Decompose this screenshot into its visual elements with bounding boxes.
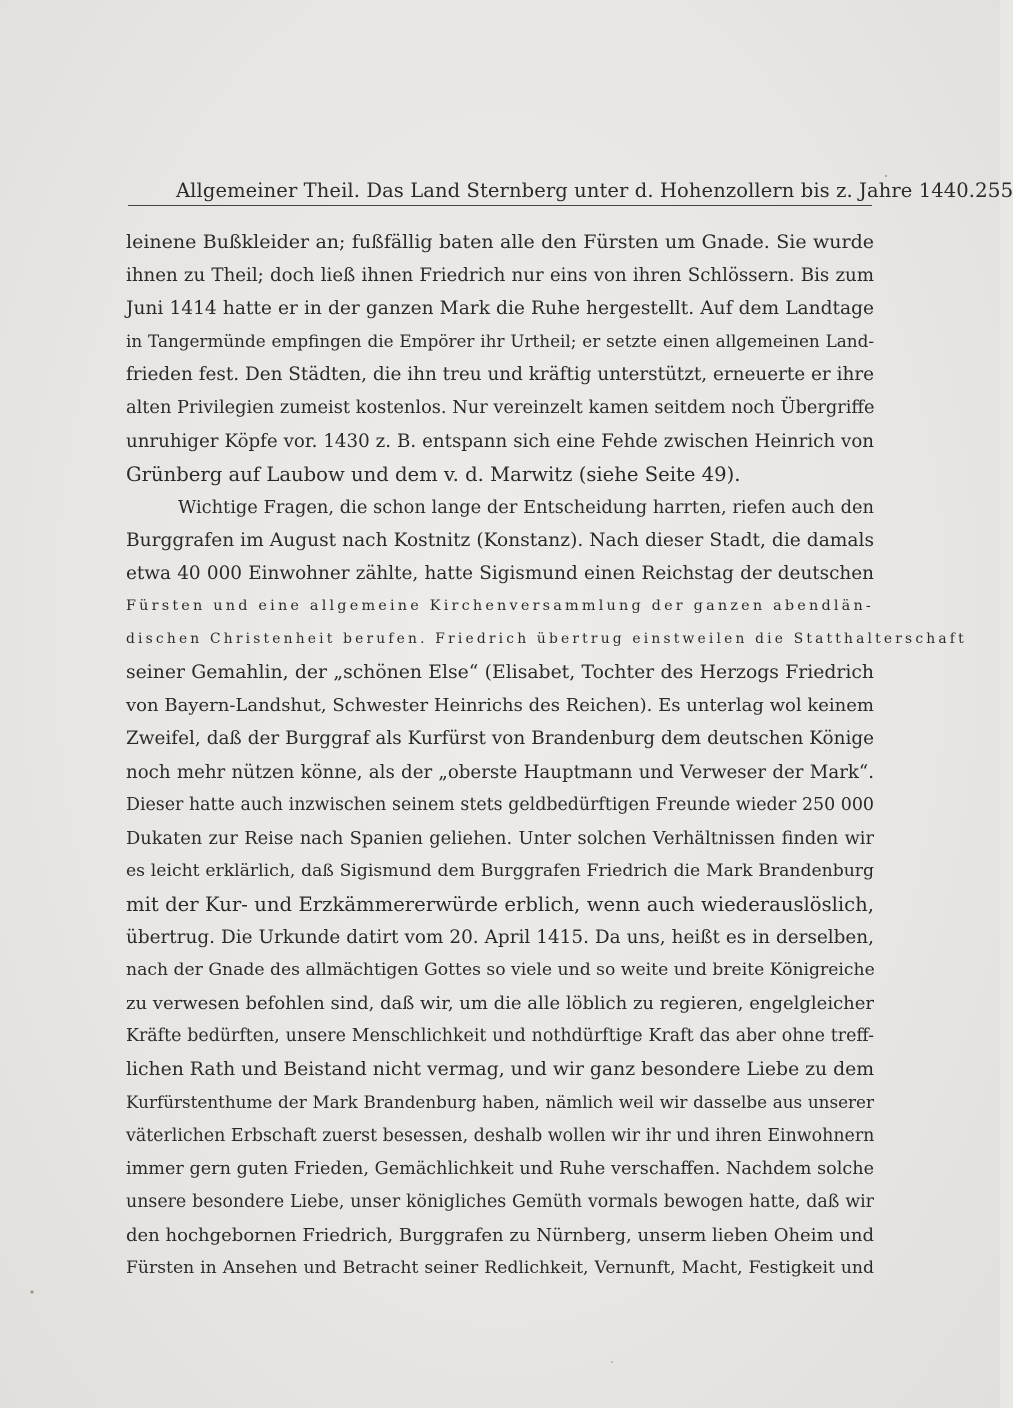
- text-line: dischen Christenheit berufen. Friedrich übertrug einstweilen die Statthalterschaft: [126, 631, 967, 648]
- text-line: Wichtige Fragen, die schon lange der Entscheidung harrten, riefen auch den: [178, 496, 874, 518]
- text-line: immer gern guten Frieden, Gemächlichkeit und Ruhe verschaffen. Nachdem solche: [126, 1158, 874, 1179]
- text-line: Burggrafen im August nach Kostnitz (Konstanz). Nach dieser Stadt, die damals: [126, 529, 874, 551]
- body-text: [126, 226, 967, 1285]
- text-line: Fürsten und eine allgemeine Kirchenversammlung der ganzen abendlän-: [126, 598, 874, 615]
- text-line: Zweifel, daß der Burggraf als Kurfürst von Brandenburg dem deutschen Könige: [126, 728, 874, 750]
- text-line: den hochgebornen Friedrich, Burggrafen zu Nürnberg, unserm lieben Oheim und: [126, 1224, 874, 1246]
- text-line: ihnen zu Theil; doch ließ ihnen Friedrich nur eins von ihren Schlössern. Bis zum: [126, 265, 874, 287]
- running-head: [128, 172, 1013, 206]
- text-line: alten Privilegien zumeist kostenlos. Nur vereinzelt kamen seitdem noch Übergriffe: [126, 397, 875, 419]
- text-line: etwa 40 000 Einwohner zählte, hatte Sigismund einen Reichstag der deutschen: [126, 562, 874, 584]
- text-line: Fürsten in Ansehen und Betracht seiner Redlichkeit, Vernunft, Macht, Festigkeit und: [126, 1257, 874, 1278]
- text-line: leinene Bußkleider an; fußfällig baten alle den Fürsten um Gnade. Sie wurde: [126, 231, 874, 253]
- text-line: in Tangermünde empfingen die Empörer ihr Urtheil; er setzte einen allgemeinen Land-: [126, 331, 874, 352]
- paper-speck: [885, 175, 887, 177]
- text-line: Kräfte bedürften, unsere Menschlichkeit und nothdürftige Kraft das aber ohne treff-: [126, 1026, 874, 1047]
- text-line: Dieser hatte auch inzwischen seinem stets geldbedürftigen Freunde wieder 250 000: [126, 794, 874, 815]
- paper-speck: [30, 1290, 33, 1293]
- text-line: zu verwesen befohlen sind, daß wir, um die alle löblich zu regieren, engelgleicher: [126, 993, 875, 1015]
- text-line: nach der Gnade des allmächtigen Gottes so viele und so weite und breite Königreiche: [126, 960, 875, 981]
- text-line: frieden fest. Den Städten, die ihn treu und kräftig unterstützt, erneuerte er ihre: [126, 364, 874, 386]
- text-line: Juni 1414 hatte er in der ganzen Mark die Ruhe hergestellt. Auf dem Landtage: [126, 298, 874, 320]
- text-line: übertrug. Die Urkunde datirt vom 20. April 1415. Da uns, heißt es in derselben,: [126, 926, 874, 948]
- text-line: Grünberg auf Laubow und dem v. d. Marwitz (siehe Seite 49).: [126, 462, 741, 486]
- text-line: väterlichen Erbschaft zuerst besessen, deshalb wollen wir ihr und ihren Einwohnern: [126, 1125, 875, 1146]
- running-head-title: Allgemeiner Theil. Das Land Sternberg unter d. Hohenzollern bis z. Jahre 1440.: [176, 179, 976, 202]
- text-line: mit der Kur- und Erzkämmererwürde erblich, wenn auch wiederauslöslich,: [126, 892, 874, 916]
- text-line: von Bayern-Landshut, Schwester Heinrichs des Reichen). Es unterlag wol keinem: [126, 695, 874, 717]
- paper-speck: [611, 1361, 613, 1363]
- text-line: noch mehr nützen könne, als der „oberste Hauptmann und Verweser der Mark“.: [126, 761, 874, 783]
- text-line: lichen Rath und Beistand nicht vermag, und wir ganz besondere Liebe zu dem: [126, 1059, 875, 1081]
- text-line: Dukaten zur Reise nach Spanien geliehen. Unter solchen Verhältnissen finden wir: [126, 827, 874, 849]
- text-line: Kurfürstenthume der Mark Brandenburg haben, nämlich weil wir dasselbe aus unserer: [126, 1092, 874, 1113]
- text-line: unsere besondere Liebe, unser königliches Gemüth vormals bewogen hatte, daß wir: [126, 1191, 874, 1212]
- text-line: unruhiger Köpfe vor. 1430 z. B. entspann sich eine Fehde zwischen Heinrich von: [126, 430, 874, 452]
- page-number: 255: [975, 178, 1013, 202]
- text-line: es leicht erklärlich, daß Sigismund dem Burggrafen Friedrich die Mark Brandenburg: [126, 860, 874, 881]
- text-line: seiner Gemahlin, der „schönen Else“ (Elisabet, Tochter des Herzogs Friedrich: [126, 662, 874, 684]
